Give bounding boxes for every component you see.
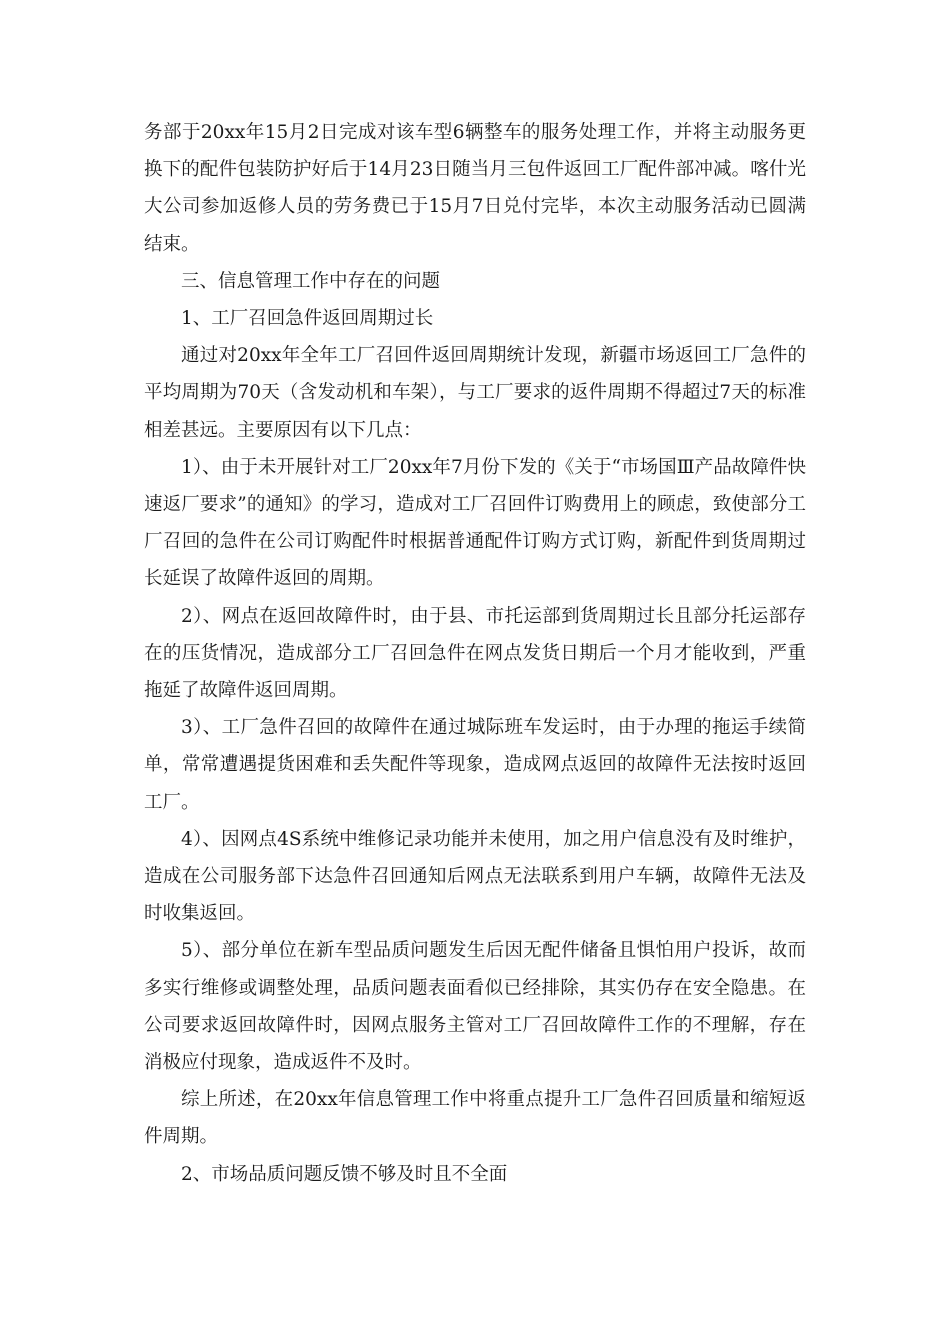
paragraph: 通过对20xx年全年工厂召回件返回周期统计发现，新疆市场返回工厂急件的平均周期为70天（含发动机和车架），与工厂要求的返件周期不得超过7天的标准相差甚远。主要原因有以下几点： (144, 345, 806, 441)
list-item: 3）、工厂急件召回的故障件在通过城际班车发运时，由于办理的拖运手续简单，常常遭遇提货困难和丢失配件等现象，造成网点返回的故障件无法按时返回工厂。 (144, 717, 806, 813)
list-item: 1）、由于未开展针对工厂20xx年7月份下发的《关于“市场国Ⅲ产品故障件快速返厂要求”的通知》的学习，造成对工厂召回件订购费用上的顾虑，致使部分工厂召回的急件在公司订购配件时根据普通配件订购方式订购，新配件到货周期过长延误了故障件返回的周期。 (144, 456, 806, 590)
subsection-heading: 2、市场品质问题反馈不够及时且不全面 (181, 1163, 508, 1185)
paragraph: 务部于20xx年15月2日完成对该车型6辆整车的服务处理工作，并将主动服务更换下的配件包装防护好后于14月23日随当月三包件返回工厂配件部冲减。喀什光大公司参加返修人员的劳务费已于15月7日兑付完毕，本次主动服务活动已圆满结束。 (144, 122, 806, 255)
list-item: 2）、网点在返回故障件时，由于县、市托运部到货周期过长且部分托运部存在的压货情况，造成部分工厂召回急件在网点发货日期后一个月才能收到，严重拖延了故障件返回周期。 (144, 605, 806, 702)
section-heading: 三、信息管理工作中存在的问题 (181, 270, 441, 292)
list-item: 4）、因网点4S系统中维修记录功能并未使用，加之用户信息没有及时维护，造成在公司服务部下达急件召回通知后网点无法联系到用户车辆，故障件无法及时收集返回。 (144, 828, 806, 925)
list-item: 5）、部分单位在新车型品质问题发生后因无配件储备且惧怕用户投诉，故而多实行维修或调整处理，品质问题表面看似已经排除，其实仍存在安全隐患。在公司要求返回故障件时，因网点服务主管对工厂召回故障件工作的不理解，存在消极应付现象，造成返件不及时。 (144, 940, 806, 1074)
document-page (144, 114, 806, 1193)
subsection-heading: 1、工厂召回急件返回周期过长 (181, 308, 434, 330)
paragraph: 综上所述，在20xx年信息管理工作中将重点提升工厂急件召回质量和缩短返件周期。 (144, 1089, 806, 1148)
